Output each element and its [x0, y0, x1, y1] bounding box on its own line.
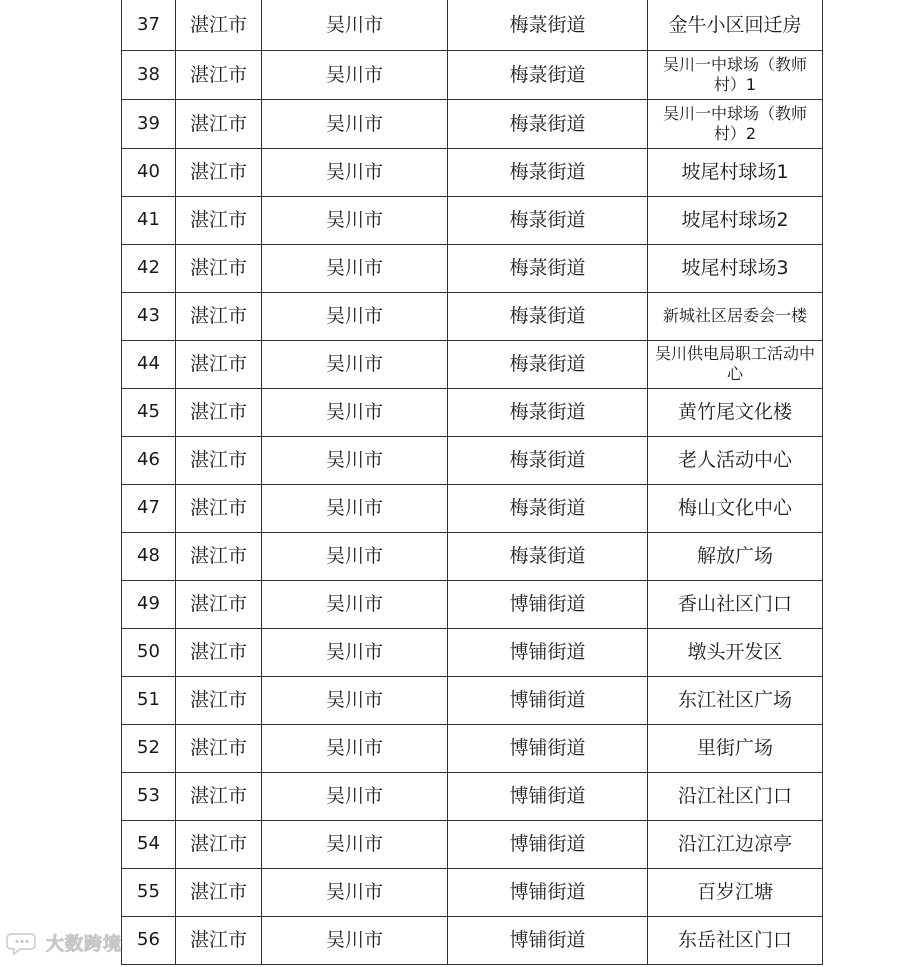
- cell-county: 吴川市: [262, 820, 448, 868]
- table-row: [122, 436, 823, 484]
- cell-city: 湛江市: [176, 292, 262, 340]
- cell-no: 48: [122, 532, 176, 580]
- cell-street: 博铺街道: [448, 580, 648, 628]
- cell-street: 梅菉街道: [448, 340, 648, 388]
- table-row: [122, 820, 823, 868]
- cell-street: 梅菉街道: [448, 99, 648, 148]
- cell-street: 梅菉街道: [448, 388, 648, 436]
- table-row: [122, 628, 823, 676]
- table-row: [122, 676, 823, 724]
- cell-no: 47: [122, 484, 176, 532]
- cell-street: 梅菉街道: [448, 196, 648, 244]
- cell-site: 香山社区门口: [648, 580, 823, 628]
- watermark: [6, 930, 122, 956]
- cell-city: 湛江市: [176, 916, 262, 964]
- cell-no: 43: [122, 292, 176, 340]
- table-row: [122, 532, 823, 580]
- cell-site: 东江社区广场: [648, 676, 823, 724]
- table-row: [122, 868, 823, 916]
- cell-street: 梅菉街道: [448, 292, 648, 340]
- cell-county: 吴川市: [262, 196, 448, 244]
- cell-street: 博铺街道: [448, 868, 648, 916]
- cell-city: 湛江市: [176, 244, 262, 292]
- cell-street: 博铺街道: [448, 724, 648, 772]
- cell-county: 吴川市: [262, 772, 448, 820]
- cell-street: 梅菉街道: [448, 484, 648, 532]
- cell-site: 金牛小区回迁房: [648, 0, 823, 50]
- table-row: [122, 292, 823, 340]
- cell-site: 解放广场: [648, 532, 823, 580]
- chat-bubble-logo-icon: [6, 930, 42, 956]
- cell-city: 湛江市: [176, 388, 262, 436]
- cell-no: 40: [122, 148, 176, 196]
- cell-no: 46: [122, 436, 176, 484]
- cell-county: 吴川市: [262, 388, 448, 436]
- cell-city: 湛江市: [176, 724, 262, 772]
- cell-site: 新城社区居委会一楼: [648, 292, 823, 340]
- cell-city: 湛江市: [176, 820, 262, 868]
- cell-street: 梅菉街道: [448, 148, 648, 196]
- table-row: [122, 0, 823, 50]
- cell-no: 49: [122, 580, 176, 628]
- cell-city: 湛江市: [176, 484, 262, 532]
- cell-no: 38: [122, 50, 176, 99]
- cell-no: 55: [122, 868, 176, 916]
- cell-site: 吴川供电局职工活动中心: [648, 340, 823, 388]
- table-row: [122, 340, 823, 388]
- cell-no: 37: [122, 0, 176, 50]
- cell-no: 54: [122, 820, 176, 868]
- cell-city: 湛江市: [176, 340, 262, 388]
- cell-city: 湛江市: [176, 0, 262, 50]
- cell-street: 梅菉街道: [448, 0, 648, 50]
- table-body: [122, 0, 823, 964]
- cell-site: 沿江社区门口: [648, 772, 823, 820]
- cell-county: 吴川市: [262, 99, 448, 148]
- cell-city: 湛江市: [176, 99, 262, 148]
- table-row: [122, 916, 823, 964]
- cell-site: 坡尾村球场1: [648, 148, 823, 196]
- cell-site: 梅山文化中心: [648, 484, 823, 532]
- cell-city: 湛江市: [176, 628, 262, 676]
- table-row: [122, 484, 823, 532]
- cell-no: 53: [122, 772, 176, 820]
- cell-city: 湛江市: [176, 436, 262, 484]
- cell-no: 51: [122, 676, 176, 724]
- cell-street: 博铺街道: [448, 916, 648, 964]
- cell-county: 吴川市: [262, 580, 448, 628]
- cell-site: 里街广场: [648, 724, 823, 772]
- site-table: [121, 0, 823, 965]
- cell-county: 吴川市: [262, 0, 448, 50]
- cell-site: 吴川一中球场（教师村）2: [648, 99, 823, 148]
- cell-city: 湛江市: [176, 532, 262, 580]
- cell-county: 吴川市: [262, 724, 448, 772]
- cell-county: 吴川市: [262, 50, 448, 99]
- cell-city: 湛江市: [176, 148, 262, 196]
- table-row: [122, 580, 823, 628]
- cell-county: 吴川市: [262, 676, 448, 724]
- cell-street: 梅菉街道: [448, 244, 648, 292]
- cell-site: 黄竹尾文化楼: [648, 388, 823, 436]
- cell-site: 坡尾村球场3: [648, 244, 823, 292]
- cell-no: 56: [122, 916, 176, 964]
- cell-county: 吴川市: [262, 868, 448, 916]
- cell-site: 东岳社区门口: [648, 916, 823, 964]
- cell-no: 50: [122, 628, 176, 676]
- cell-county: 吴川市: [262, 340, 448, 388]
- watermark-text: 大数跨境: [46, 934, 122, 955]
- cell-city: 湛江市: [176, 868, 262, 916]
- table-row: [122, 99, 823, 148]
- cell-county: 吴川市: [262, 484, 448, 532]
- cell-no: 52: [122, 724, 176, 772]
- table-row: [122, 244, 823, 292]
- table-row: [122, 772, 823, 820]
- cell-site: 吴川一中球场（教师村）1: [648, 50, 823, 99]
- cell-no: 45: [122, 388, 176, 436]
- cell-street: 博铺街道: [448, 772, 648, 820]
- cell-site: 坡尾村球场2: [648, 196, 823, 244]
- cell-street: 梅菉街道: [448, 532, 648, 580]
- cell-county: 吴川市: [262, 916, 448, 964]
- table-row: [122, 196, 823, 244]
- cell-city: 湛江市: [176, 772, 262, 820]
- table-row: [122, 388, 823, 436]
- table-row: [122, 724, 823, 772]
- cell-street: 博铺街道: [448, 628, 648, 676]
- cell-city: 湛江市: [176, 196, 262, 244]
- cell-city: 湛江市: [176, 676, 262, 724]
- cell-street: 博铺街道: [448, 676, 648, 724]
- cell-site: 沿江江边凉亭: [648, 820, 823, 868]
- cell-city: 湛江市: [176, 50, 262, 99]
- cell-site: 墩头开发区: [648, 628, 823, 676]
- cell-street: 博铺街道: [448, 820, 648, 868]
- cell-county: 吴川市: [262, 628, 448, 676]
- cell-no: 42: [122, 244, 176, 292]
- cell-site: 百岁江塘: [648, 868, 823, 916]
- table-row: [122, 50, 823, 99]
- cell-city: 湛江市: [176, 580, 262, 628]
- cell-no: 39: [122, 99, 176, 148]
- cell-county: 吴川市: [262, 436, 448, 484]
- cell-county: 吴川市: [262, 532, 448, 580]
- cell-no: 44: [122, 340, 176, 388]
- cell-county: 吴川市: [262, 148, 448, 196]
- table-row: [122, 148, 823, 196]
- cell-street: 梅菉街道: [448, 436, 648, 484]
- cell-street: 梅菉街道: [448, 50, 648, 99]
- cell-county: 吴川市: [262, 244, 448, 292]
- cell-no: 41: [122, 196, 176, 244]
- cell-county: 吴川市: [262, 292, 448, 340]
- cell-site: 老人活动中心: [648, 436, 823, 484]
